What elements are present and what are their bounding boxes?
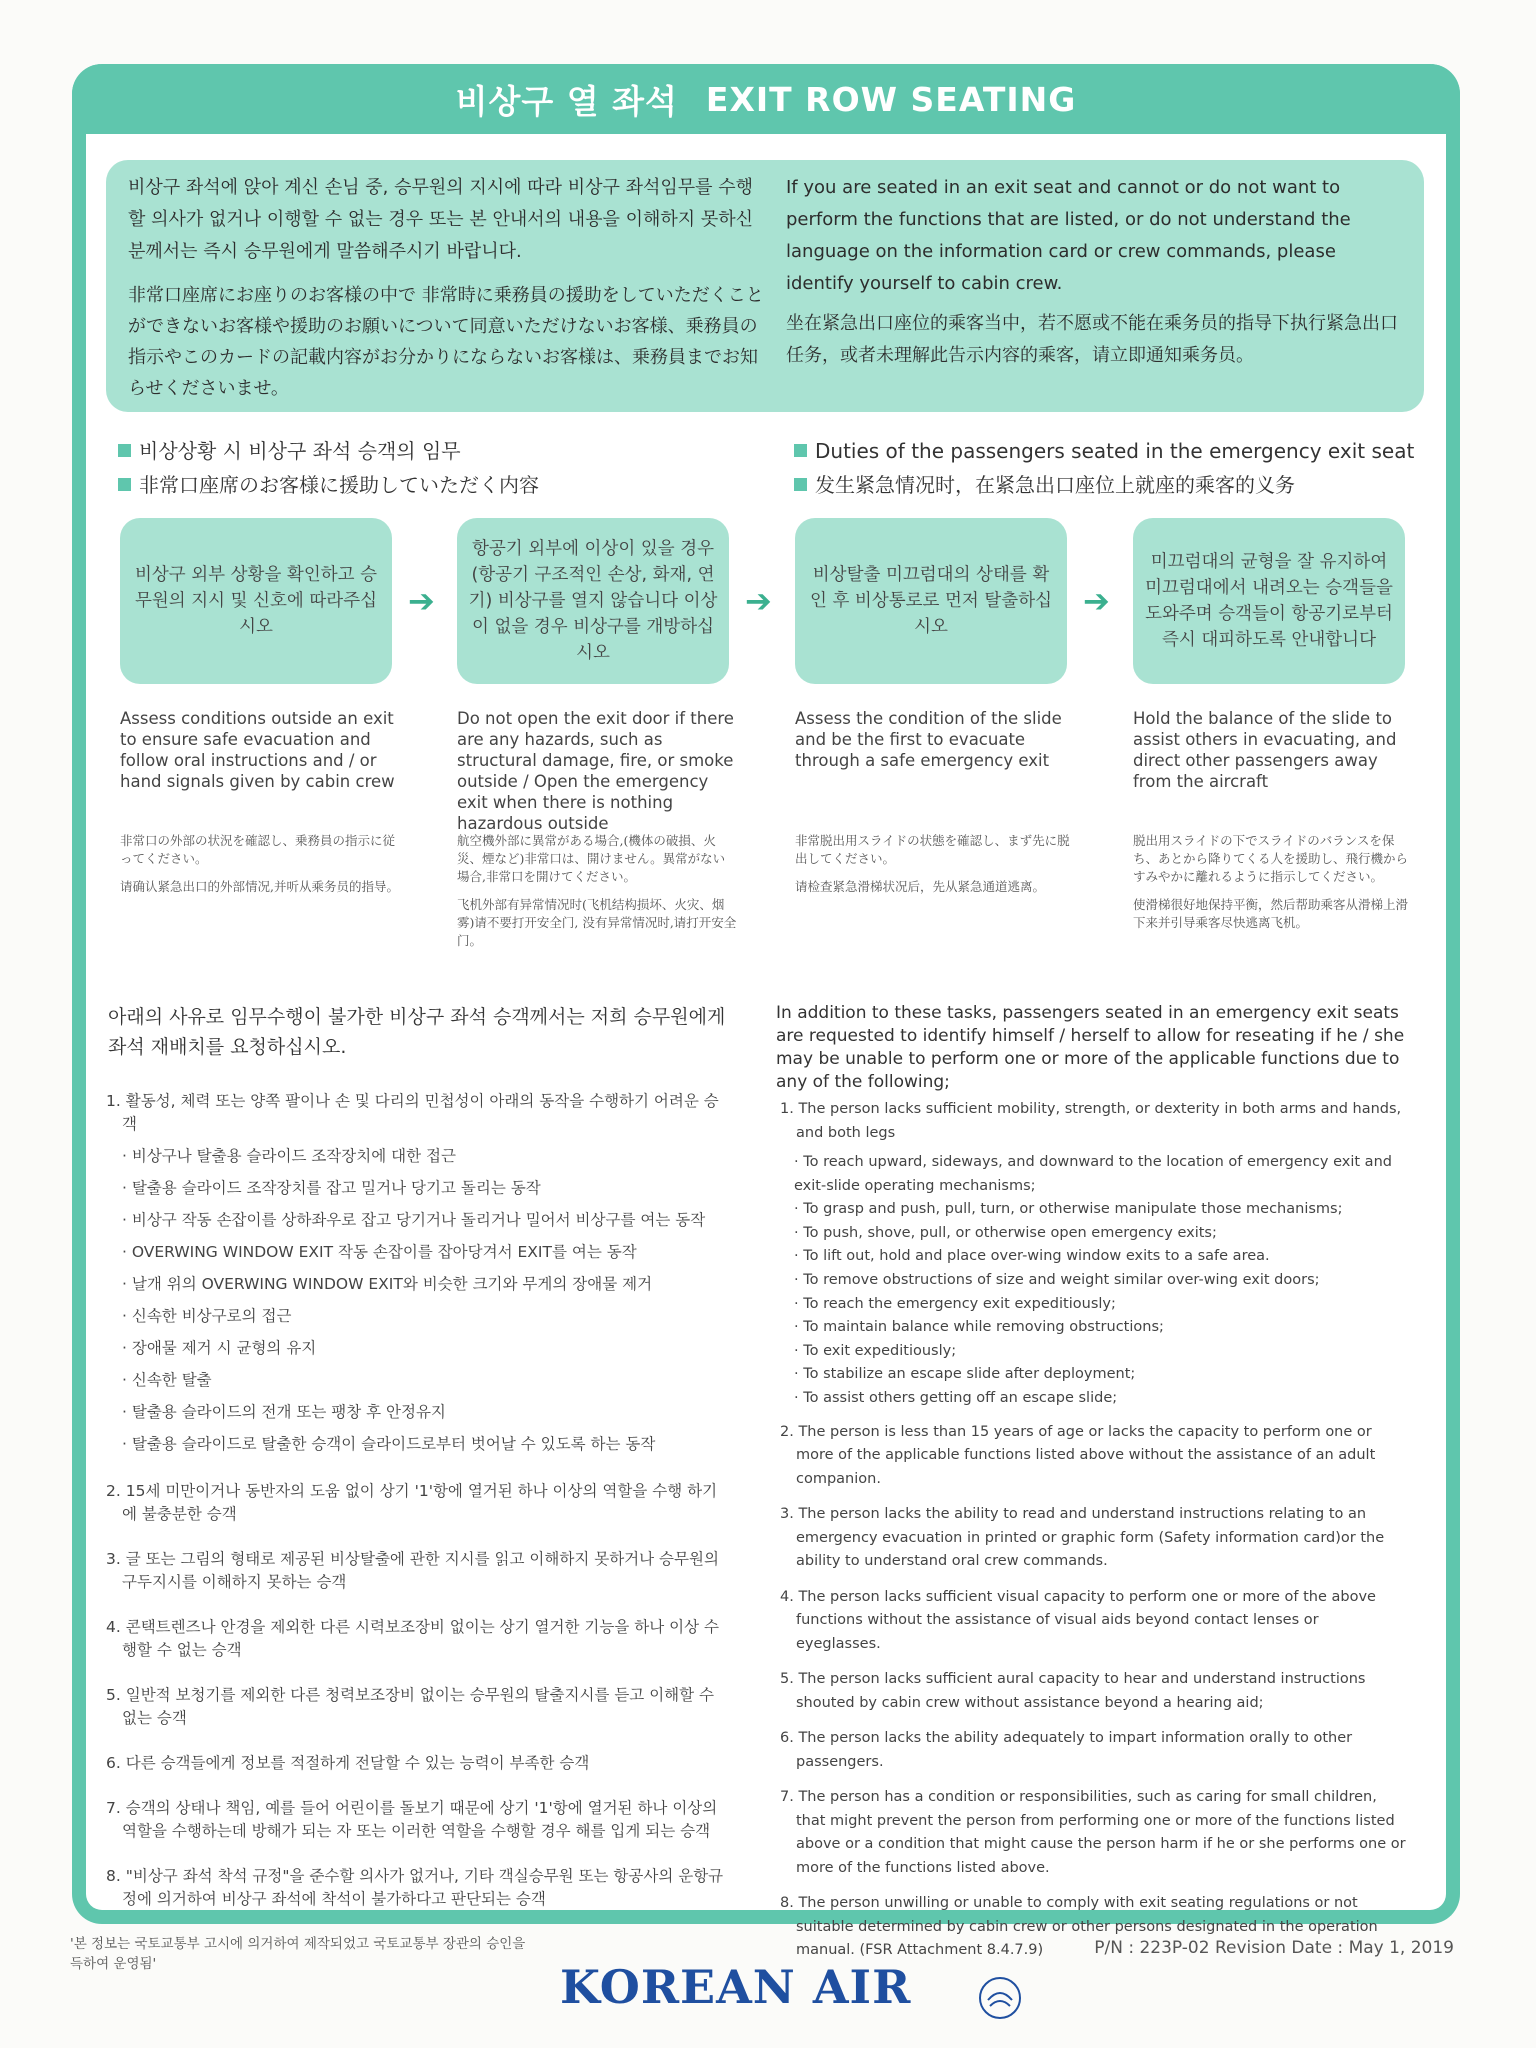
arrow-right-icon: ➔	[408, 582, 435, 620]
list-sub-item: · To assist others getting off an escape slide;	[794, 1389, 1118, 1406]
list-sub-item: · To maintain balance while removing obstructions;	[794, 1319, 1164, 1336]
list-sub-item: · 날개 위의 OVERWING WINDOW EXIT와 비슷한 크기와 무게의 장애물 제거	[122, 1275, 653, 1293]
intro-zh: 坐在紧急出口座位的乘客当中，若不愿或不能在乘务员的指导下执行紧急出口任务，或者未理解此告示内容的乘客，请立即通知乘务员。	[786, 313, 1398, 366]
arrow-right-icon: ➔	[1083, 582, 1110, 620]
duties-heading-en: Duties of the passengers seated in the emergency exit seat	[794, 434, 1414, 468]
list-item: 1. 활동성, 체력 또는 양쪽 팔이나 손 및 다리의 민첩성이 아래의 동작을 수행하기 어려운 승객	[106, 1092, 719, 1133]
list-item: 3. 글 또는 그림의 형태로 제공된 비상탈출에 관한 지시를 읽고 이해하지 못하거나 승무원의 구두지시를 이해하지 못하는 승객	[106, 1550, 719, 1591]
list-item: 4. The person lacks sufficient visual capacity to perform one or more of the above functions without the assistance of visual aids beyond contact lenses or eyeglasses.	[780, 1588, 1376, 1652]
intro-panel	[106, 160, 1424, 412]
step-box-4: 미끄럼대의 균형을 잘 유지하여 미끄럼대에서 내려오는 승객들을 도와주며 승객들이 항공기로부터 즉시 대피하도록 안내합니다	[1133, 518, 1405, 684]
list-sub-item: · To reach the emergency exit expeditiously;	[794, 1295, 1116, 1312]
square-bullet-icon	[794, 478, 807, 491]
list-sub-item: · 비상구 작동 손잡이를 상하좌우로 잡고 당기거나 돌리거나 밀어서 비상구를 여는 동작	[122, 1211, 706, 1229]
list-item: 4. 콘택트렌즈나 안경을 제외한 다른 시력보조장비 없이는 상기 열거한 기능을 하나 이상 수행할 수 없는 승객	[106, 1618, 719, 1659]
step-4-ja-zh: 脱出用スライドの下でスライドのバランスを保ち、あとから降りてくる人を援助し、飛行機からすみやかに離れるように指示してください。 使滑梯很好地保持平衡，然后帮助乘客从滑梯上滑下来并引导乘客尽快逃离飞机。	[1133, 833, 1409, 930]
list-sub-item: · 탈출용 슬라이드로 탈출한 승객이 슬라이드로부터 벗어날 수 있도록 하는 동작	[122, 1435, 656, 1453]
square-bullet-icon	[118, 444, 131, 457]
list-sub-item: · To reach upward, sideways, and downward to the location of emergency exit and exit-slide operating mechanisms;	[794, 1154, 1392, 1194]
intro-en: If you are seated in an exit seat and cannot or do not want to perform the functions that are listed, or do not understand the language on the information card or crew commands, please identify yourself to cabin crew.	[786, 177, 1351, 294]
square-bullet-icon	[794, 444, 807, 457]
step-2-en: Do not open the exit door if there are any hazards, such as structural damage, fire, or smoke outside / Open the emergency exit when there is nothing hazardous outside	[457, 709, 734, 833]
list-item: 2. 15세 미만이거나 동반자의 도움 없이 상기 '1'항에 열거된 하나 이상의 역할을 수행 하기에 불충분한 승객	[106, 1482, 718, 1523]
requirements-list-ko	[106, 1090, 726, 1933]
list-sub-item: · 탈출용 슬라이드 조작장치를 잡고 밀거나 당기고 돌리는 동작	[122, 1179, 541, 1197]
list-sub-item: · To lift out, hold and place over-wing window exits to a safe area.	[794, 1248, 1270, 1265]
footer-note: '본 정보는 국토교통부 고시에 의거하여 제작되었고 국토교통부 장관의 승인을 득하여 운영됨'	[70, 1936, 526, 1972]
list-sub-item: · OVERWING WINDOW EXIT 작동 손잡이를 잡아당겨서 EXIT를 여는 동작	[122, 1243, 637, 1261]
list-sub-item: · 비상구나 탈출용 슬라이드 조작장치에 대한 접근	[122, 1147, 456, 1165]
step-box-1: 비상구 외부 상황을 확인하고 승무원의 지시 및 신호에 따라주십시오	[120, 518, 392, 684]
square-bullet-icon	[118, 478, 131, 491]
list-item: 5. 일반적 보청기를 제외한 다른 청력보조장비 없이는 승무원의 탈출지시를 듣고 이해할 수 없는 승객	[106, 1686, 715, 1727]
list-item: 6. The person lacks the ability adequately to impart information orally to other passengers.	[780, 1730, 1353, 1770]
requirements-list-en	[780, 1098, 1406, 1975]
list-item: 3. The person lacks the ability to read and understand instructions relating to an emergency evacuation in printed or graphic form (Safety information card)or the ability to understand oral crew commands.	[780, 1506, 1385, 1570]
title-ko: 비상구 열 좌석	[455, 81, 678, 121]
skyteam-logo	[960, 1964, 1032, 2024]
step-3-en: Assess the condition of the slide and be the first to evacuate through a safe emergency exit	[795, 709, 1062, 770]
step-box-3: 비상탈출 미끄럼대의 상태를 확인 후 비상통로로 먼저 탈출하십시오	[795, 518, 1067, 684]
intro-ja: 非常口座席にお座りのお客様の中で 非常時に乗務員の援助をしていただくことができないお客様や援助のお願いについて同意いただけないお客様、乗務員の指示やこのカードの記載内容がお分かりにならないお客様は、乗務員までお知らせくださいませ。	[128, 285, 764, 399]
list-sub-item: · To push, shove, pull, or otherwise open emergency exits;	[794, 1224, 1217, 1241]
intro-ko: 비상구 좌석에 앉아 계신 손님 중, 승무원의 지시에 따라 비상구 좌석임무를 수행할 의사가 없거나 이행할 수 없는 경우 또는 본 안내서의 내용을 이해하지 못하신 분께서는 즉시 승무원에게 말씀해주시기 바랍니다.	[128, 177, 754, 262]
duties-heading-zh: 发生紧急情况时，在紧急出口座位上就座的乘客的义务	[794, 468, 1295, 502]
list-sub-item: · 탈출용 슬라이드의 전개 또는 팽창 후 안정유지	[122, 1403, 446, 1421]
title-en: EXIT ROW SEATING	[705, 79, 1077, 119]
list-item: 5. The person lacks sufficient aural capacity to hear and understand instructions shouted by cabin crew without assistance beyond a hearing aid;	[780, 1671, 1366, 1711]
korean-air-logo: KOREAN AIR	[560, 1960, 912, 2014]
list-sub-item: · 신속한 비상구로의 접근	[122, 1307, 292, 1325]
list-sub-item: · To grasp and push, pull, turn, or otherwise manipulate those mechanisms;	[794, 1201, 1343, 1218]
list-item: 8. The person unwilling or unable to comply with exit seating regulations or not suitable determined by cabin crew or other persons designated in the operation manual. (FSR Attachment 8.4.7.9)	[780, 1895, 1378, 1959]
requirements-intro-en: In addition to these tasks, passengers seated in an emergency exit seats are requested to identify himself / herself to allow for reseating if he / she may be unable to perform one or more of the applicable functions due to any of the following;	[776, 1003, 1405, 1092]
duties-heading-ja: 非常口座席のお客様に援助していただく内容	[118, 468, 539, 502]
part-number: P/N : 223P-02 Revision Date : May 1, 2019	[1094, 1938, 1454, 1958]
list-item: 7. The person has a condition or responsibilities, such as caring for small children, that might prevent the person from performing one or more of the functions listed above or a condition that might cause the person harm if he or she performs one or more of the functions listed above.	[780, 1789, 1406, 1876]
list-item: 7. 승객의 상태나 책임, 예를 들어 어린이를 돌보기 때문에 상기 '1'항에 열거된 하나 이상의 역할을 수행하는데 방해가 되는 자 또는 이러한 역할을 수행할 경우 해를 입게 되는 승객	[106, 1799, 718, 1840]
list-item: 1. The person lacks sufficient mobility, strength, or dexterity in both arms and hands, and both legs	[780, 1101, 1402, 1141]
step-3-ja-zh: 非常脱出用スライドの状態を確認し、まず先に脱出してください。 请检查紧急滑梯状况后，先从紧急通道逃离。	[795, 833, 1070, 894]
list-sub-item: · 장애물 제거 시 균형의 유지	[122, 1339, 317, 1357]
list-sub-item: · 신속한 탈출	[122, 1371, 212, 1389]
step-box-2: 항공기 외부에 이상이 있을 경우 (항공기 구조적인 손상, 화재, 연기) 비상구를 열지 않습니다 이상이 없을 경우 비상구를 개방하십시오	[457, 518, 729, 684]
step-2-ja-zh: 航空機外部に異常がある場合,(機体の破損、火災、煙など)非常口は、開けません。異常がない場合,非常口を開けてください。 飞机外部有异常情况时(飞机结构损坏、火灾、烟雾)请不要打开安全门, 没有异常情况时,请打开安全门。	[457, 833, 737, 948]
step-1-en: Assess conditions outside an exit to ensure safe evacuation and follow oral instructions and / or hand signals given by cabin crew	[120, 709, 395, 791]
list-sub-item: · To exit expeditiously;	[794, 1342, 957, 1359]
list-sub-item: · To remove obstructions of size and weight similar over-wing exit doors;	[794, 1271, 1320, 1288]
list-item: 8. "비상구 좌석 착석 규정"을 준수할 의사가 없거나, 기타 객실승무원 또는 항공사의 운항규정에 의거하여 비상구 좌석에 착석이 불가하다고 판단되는 승객	[106, 1867, 724, 1908]
step-4-en: Hold the balance of the slide to assist others in evacuating, and direct other passengers away from the aircraft	[1133, 709, 1397, 791]
step-1-ja-zh: 非常口の外部の状況を確認し、乗務員の指示に従ってください。 请确认紧急出口的外部情况,并听从乘务员的指导。	[120, 833, 399, 894]
list-item: 2. The person is less than 15 years of age or lacks the capacity to perform one or more of the applicable functions listed above without the assistance of an adult companion.	[780, 1423, 1376, 1487]
page-title	[72, 64, 1460, 134]
arrow-right-icon: ➔	[745, 582, 772, 620]
list-sub-item: · To stabilize an escape slide after deployment;	[794, 1366, 1136, 1383]
duties-heading-ko: 비상상황 시 비상구 좌석 승객의 임무	[118, 434, 461, 468]
list-item: 6. 다른 승객들에게 정보를 적절하게 전달할 수 있는 능력이 부족한 승객	[106, 1754, 590, 1772]
requirements-intro-ko: 아래의 사유로 임무수행이 불가한 비상구 좌석 승객께서는 저희 승무원에게 좌석 재배치를 요청하십시오.	[108, 1006, 726, 1058]
